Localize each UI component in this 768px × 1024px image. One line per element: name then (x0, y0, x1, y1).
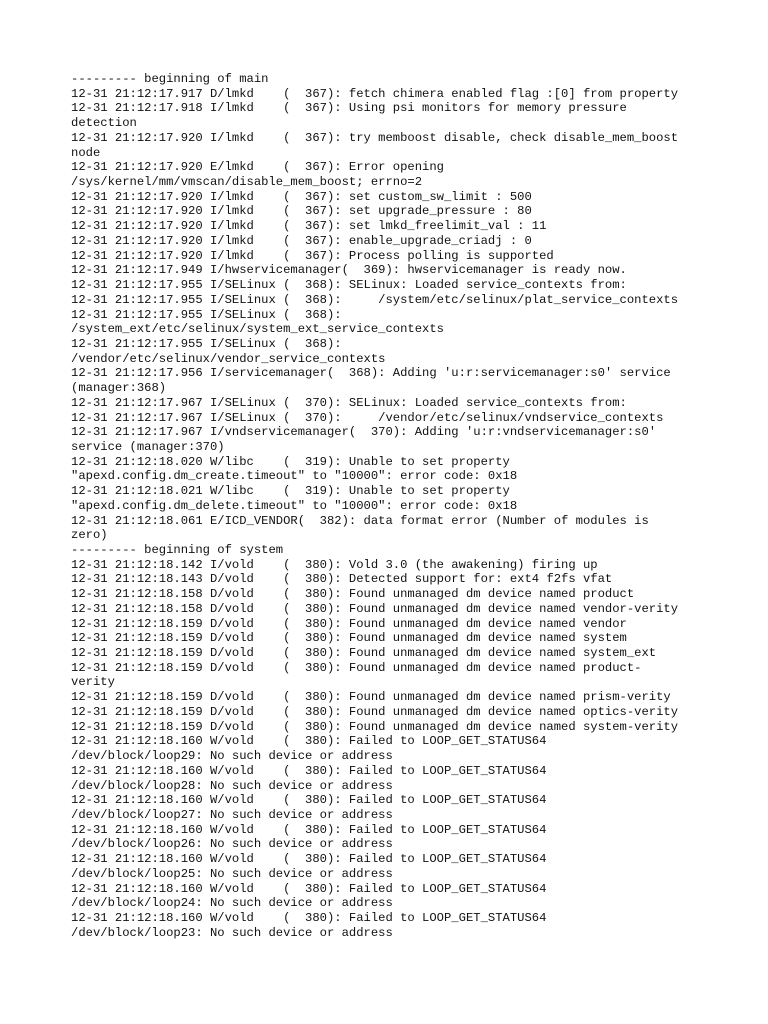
log-line: /dev/block/loop28: No such device or address (71, 778, 393, 793)
log-line: 12-31 21:12:17.920 E/lmkd ( 367): Error opening (71, 160, 444, 175)
log-line: /vendor/etc/selinux/vendor_service_contexts (71, 351, 386, 366)
log-line: "apexd.config.dm_create.timeout" to "10000": error code: 0x18 (71, 469, 518, 484)
log-line: 12-31 21:12:17.955 I/SELinux ( 368): /system/etc/selinux/plat_service_contexts (71, 292, 679, 307)
log-line: 12-31 21:12:17.956 I/servicemanager( 368): Adding 'u:r:servicemanager:s0' service (71, 366, 671, 381)
log-line: 12-31 21:12:17.949 I/hwservicemanager( 369): hwservicemanager is ready now. (71, 263, 627, 278)
log-line: 12-31 21:12:18.160 W/vold ( 380): Failed to LOOP_GET_STATUS64 (71, 822, 547, 837)
log-line: 12-31 21:12:17.955 I/SELinux ( 368): SELinux: Loaded service_contexts from: (71, 278, 627, 293)
log-line: 12-31 21:12:18.143 D/vold ( 380): Detected support for: ext4 f2fs vfat (71, 572, 613, 587)
log-line: /system_ext/etc/selinux/system_ext_service_contexts (71, 322, 444, 337)
log-line: --------- beginning of system (71, 543, 284, 557)
log-line: zero) (71, 528, 108, 543)
log-line: detection (71, 116, 137, 131)
log-line: 12-31 21:12:17.920 I/lmkd ( 367): set custom_sw_limit : 500 (71, 189, 532, 204)
log-line: 12-31 21:12:18.160 W/vold ( 380): Failed to LOOP_GET_STATUS64 (71, 734, 547, 749)
log-line: service (manager:370) (71, 439, 225, 454)
log-line: /sys/kernel/mm/vmscan/disable_mem_boost; errno=2 (71, 175, 423, 190)
log-line: 12-31 21:12:18.020 W/libc ( 319): Unable to set property (71, 454, 510, 469)
log-line: 12-31 21:12:18.061 E/ICD_VENDOR( 382): data format error (Number of modules is (71, 513, 649, 528)
log-line: verity (71, 675, 115, 690)
log-line: 12-31 21:12:18.159 D/vold ( 380): Found unmanaged dm device named product- (71, 660, 642, 675)
log-line: 12-31 21:12:17.920 I/lmkd ( 367): set lmkd_freelimit_val : 11 (71, 219, 547, 234)
log-line: 12-31 21:12:18.159 D/vold ( 380): Found unmanaged dm device named system (71, 631, 627, 646)
log-line: 12-31 21:12:18.160 W/vold ( 380): Failed to LOOP_GET_STATUS64 (71, 793, 547, 808)
log-line: 12-31 21:12:18.159 D/vold ( 380): Found unmanaged dm device named prism-verity (71, 690, 671, 705)
log-line: 12-31 21:12:17.920 I/lmkd ( 367): set upgrade_pressure : 80 (71, 204, 532, 219)
log-line: 12-31 21:12:18.159 D/vold ( 380): Found unmanaged dm device named system-verity (71, 719, 679, 734)
log-line: 12-31 21:12:18.158 D/vold ( 380): Found unmanaged dm device named vendor-verity (71, 601, 679, 616)
log-line: 12-31 21:12:17.955 I/SELinux ( 368): (71, 336, 342, 351)
log-text-block (71, 72, 711, 940)
log-line: 12-31 21:12:17.967 I/vndservicemanager( 370): Adding 'u:r:vndservicemanager:s0' (71, 425, 657, 440)
log-line: 12-31 21:12:17.967 I/SELinux ( 370): SELinux: Loaded service_contexts from: (71, 395, 627, 410)
log-line: 12-31 21:12:18.160 W/vold ( 380): Failed to LOOP_GET_STATUS64 (71, 910, 547, 925)
log-line: 12-31 21:12:18.159 D/vold ( 380): Found unmanaged dm device named system_ext (71, 646, 657, 661)
log-line: "apexd.config.dm_delete.timeout" to "10000": error code: 0x18 (71, 498, 518, 513)
log-line: 12-31 21:12:18.158 D/vold ( 380): Found unmanaged dm device named product (71, 587, 635, 602)
log-line: 12-31 21:12:18.142 I/vold ( 380): Vold 3.0 (the awakening) firing up (71, 557, 598, 572)
log-line: 12-31 21:12:17.918 I/lmkd ( 367): Using psi monitors for memory pressure (71, 101, 627, 116)
log-line: node (71, 145, 101, 160)
log-line: /dev/block/loop27: No such device or address (71, 807, 393, 822)
log-line: 12-31 21:12:18.021 W/libc ( 319): Unable to set property (71, 484, 510, 499)
log-line: /dev/block/loop23: No such device or address (71, 925, 393, 940)
log-line: 12-31 21:12:18.159 D/vold ( 380): Found unmanaged dm device named optics-verity (71, 704, 679, 719)
log-line: 12-31 21:12:18.159 D/vold ( 380): Found unmanaged dm device named vendor (71, 616, 627, 631)
log-line: 12-31 21:12:17.917 D/lmkd ( 367): fetch chimera enabled flag :[0] from property (71, 86, 679, 101)
log-line: /dev/block/loop29: No such device or address (71, 749, 393, 764)
log-line: --------- beginning of main (71, 72, 269, 86)
log-line: 12-31 21:12:17.920 I/lmkd ( 367): try memboost disable, check disable_mem_boost (71, 130, 679, 145)
log-line: /dev/block/loop24: No such device or address (71, 896, 393, 911)
log-line: /dev/block/loop25: No such device or address (71, 866, 393, 881)
log-line: 12-31 21:12:17.920 I/lmkd ( 367): Process polling is supported (71, 248, 554, 263)
log-line: 12-31 21:12:18.160 W/vold ( 380): Failed to LOOP_GET_STATUS64 (71, 852, 547, 867)
log-line: 12-31 21:12:17.920 I/lmkd ( 367): enable_upgrade_criadj : 0 (71, 233, 532, 248)
log-line: 12-31 21:12:17.955 I/SELinux ( 368): (71, 307, 342, 322)
log-line: /dev/block/loop26: No such device or address (71, 837, 393, 852)
log-line: 12-31 21:12:18.160 W/vold ( 380): Failed to LOOP_GET_STATUS64 (71, 763, 547, 778)
log-line: 12-31 21:12:17.967 I/SELinux ( 370): /vendor/etc/selinux/vndservice_contexts (71, 410, 664, 425)
log-line: 12-31 21:12:18.160 W/vold ( 380): Failed to LOOP_GET_STATUS64 (71, 881, 547, 896)
log-line: (manager:368) (71, 381, 167, 396)
